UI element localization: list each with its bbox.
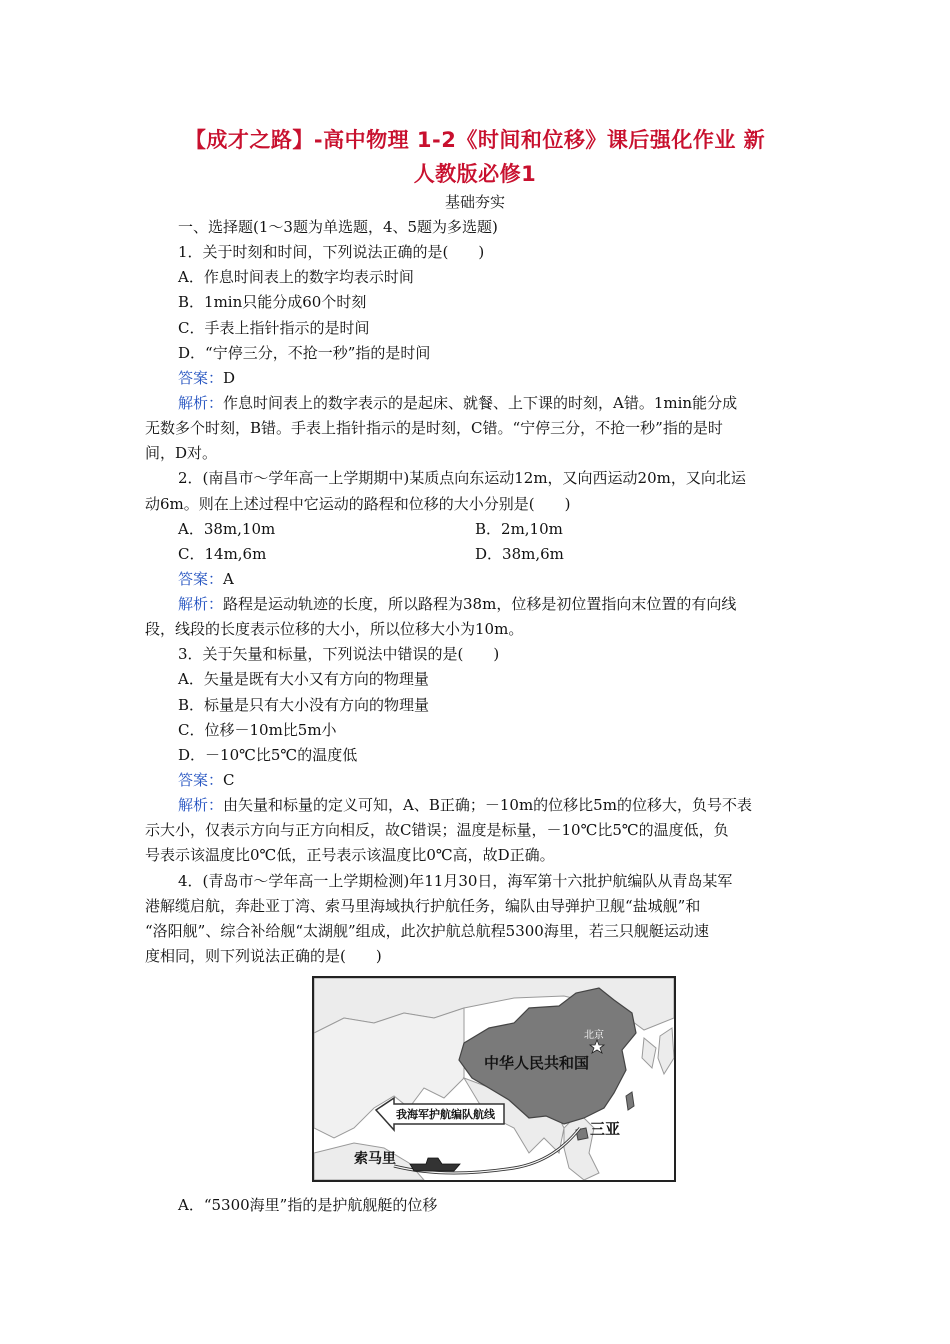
answer-value: C [223,771,235,789]
question-1-option-c: C．手表上指针指示的是时间 [178,319,370,337]
taiwan-island [626,1092,634,1110]
map-label-route: 我海军护航编队航线 [396,1108,495,1121]
question-1-analysis [178,393,737,413]
section-heading: 基础夯实 [444,193,505,211]
map-label-china: 中华人民共和国 [484,1054,590,1072]
question-4-stem-cont3: 度相同，则下列说法正确的是( ) [145,947,382,965]
answer-label: 答案： [178,771,224,789]
question-3-analysis [178,795,752,815]
question-1-option-d: D．“宁停三分，不抢一秒”指的是时间 [178,344,431,362]
document-title-line1: 【成才之路】-高中物理 1-2《时间和位移》课后强化作业 新 [184,128,766,152]
analysis-text: 作息时间表上的数字表示的是起床、就餐、上下课的时刻，A错。1min能分成 [223,394,738,412]
question-2-option-c: C．14m,6m [178,545,267,563]
question-1-analysis-end: 间，D对。 [145,444,218,462]
section-instruction: 一、选择题(1～3题为单选题，4、5题为多选题) [178,218,498,236]
answer-value: D [223,369,236,387]
answer-label: 答案： [178,570,224,588]
question-3-option-b: B．标量是只有大小没有方向的物理量 [178,696,430,714]
analysis-label: 解析： [178,595,224,613]
question-3-option-c: C．位移－10m比5m小 [178,721,337,739]
question-3-option-d: D．－10℃比5℃的温度低 [178,746,358,764]
question-1-option-a: A．作息时间表上的数字均表示时间 [178,268,414,286]
analysis-label: 解析： [178,796,224,814]
question-2-option-a: A．38m,10m [178,520,276,538]
question-3-analysis-cont: 示大小，仅表示方向与正方向相反，故C错误；温度是标量，－10℃比5℃的温度低，负 [145,821,729,839]
question-4-stem-cont2: “洛阳舰”、综合补给舰“太湖舰”组成，此次护航总航程5300海里，若三只舰艇运动速 [145,922,709,940]
map-label-beijing: 北京 [584,1030,604,1041]
answer-label: 答案： [178,369,224,387]
question-4-option-a: A．“5300海里”指的是护航舰艇的位移 [178,1196,438,1214]
question-1-option-b: B．1min只能分成60个时刻 [178,293,367,311]
question-4-stem-cont1: 港解缆启航，奔赴亚丁湾、索马里海域执行护航任务，编队由导弹护卫舰“盐城舰”和 [145,897,701,915]
question-2-option-d: D．38m,6m [475,545,564,563]
question-2-option-b: B．2m,10m [475,520,563,538]
question-3-analysis-end: 号表示该温度比0℃低，正号表示该温度比0℃高，故D正确。 [145,846,555,864]
question-2-stem-cont: 动6m。则在上述过程中它运动的路程和位移的大小分别是( ) [145,495,571,513]
analysis-text: 路程是运动轨迹的长度，所以路程为38m，位移是初位置指向末位置的有向线 [223,595,737,613]
analysis-text: 由矢量和标量的定义可知，A、B正确；－10m的位移比5m的位移大，负号不表 [223,796,752,814]
question-1-stem: 1．关于时刻和时间，下列说法正确的是( ) [178,243,485,261]
question-4-stem: 4．(青岛市～学年高一上学期检测)年11月30日，海军第十六批护航编队从青岛某军 [178,872,733,890]
answer-value: A [223,570,234,588]
question-1-analysis-cont: 无数多个时刻，B错。手表上指针指示的是时刻，C错。“宁停三分，不抢一秒”指的是时 [145,419,723,437]
question-3-stem: 3．关于矢量和标量，下列说法中错误的是( ) [178,645,500,663]
document-title-line2: 人教版必修1 [413,162,537,186]
question-2-answer [178,569,234,589]
map-label-somalia: 索马里 [354,1151,396,1167]
question-3-answer [178,770,235,790]
map-label-sanya: 三亚 [590,1120,621,1138]
analysis-label: 解析： [178,394,224,412]
question-2-analysis-cont: 段，线段的长度表示位移的大小，所以位移大小为10m。 [145,620,524,638]
question-2-analysis [178,594,736,614]
question-2-stem: 2．(南昌市～学年高一上学期期中)某质点向东运动12m，又向西运动20m，又向北运 [178,469,746,487]
question-1-answer [178,368,235,388]
route-map [312,976,676,1182]
question-3-option-a: A．矢量是既有大小又有方向的物理量 [178,670,429,688]
